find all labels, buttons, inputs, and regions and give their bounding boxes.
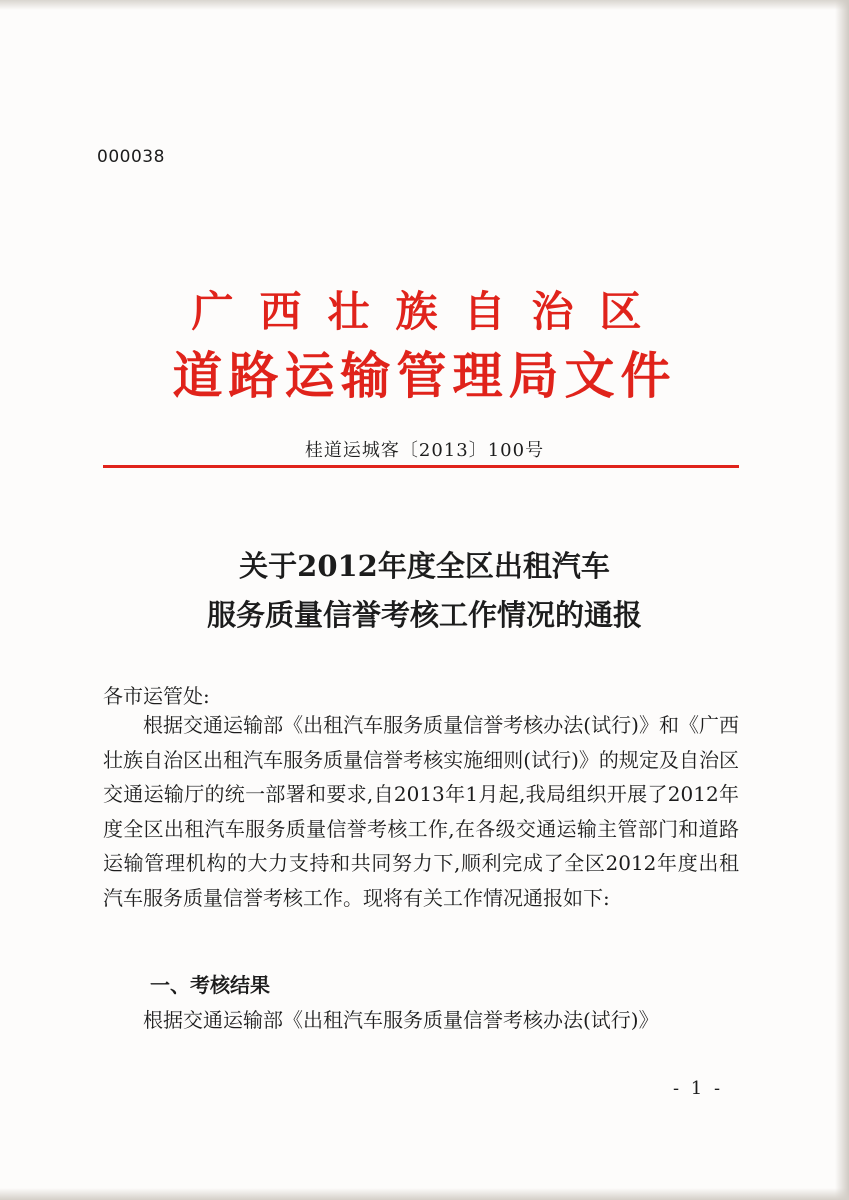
- document-title-line1: 关于2012年度全区出租汽车: [239, 549, 610, 583]
- red-divider-line: [103, 465, 739, 468]
- section1-paragraph: 根据交通运输部《出租汽车服务质量信誉考核办法(试行)》: [143, 1008, 659, 1032]
- scan-edge-top: [0, 0, 849, 10]
- section-body: [103, 1003, 739, 1038]
- salutation: 各市运管处:: [103, 684, 210, 708]
- document-serial-number: 000038: [97, 147, 165, 167]
- scan-edge-bottom: [0, 1188, 849, 1200]
- document-title-line2: 服务质量信誉考核工作情况的通报: [206, 598, 642, 632]
- issuing-authority-title: 道路运输管理局文件: [172, 346, 677, 405]
- file-reference-code: 桂道运城客〔2013〕100号: [304, 440, 545, 461]
- body-paragraph: [103, 708, 739, 915]
- page-number: - 1 -: [673, 1078, 724, 1099]
- issuing-authority-region: 广西壮族自治区: [191, 287, 668, 336]
- section-heading-results: 一、考核结果: [150, 973, 270, 997]
- paragraph-1: 根据交通运输部《出租汽车服务质量信誉考核办法(试行)》和《广西壮族自治区出租汽车服务质量信誉考核实施细则(试行)》的规定及自治区交通运输厅的统一部署和要求,自2013年1月起,我局组织开展了2012年度全区出租汽车服务质量信誉考核工作,在各级交通运输主管部门和道路运输管理机构的大力支持和共同努力下,顺利完成了全区2012年度出租汽车服务质量信誉考核工作。现将有关工作情况通报如下:: [103, 713, 739, 910]
